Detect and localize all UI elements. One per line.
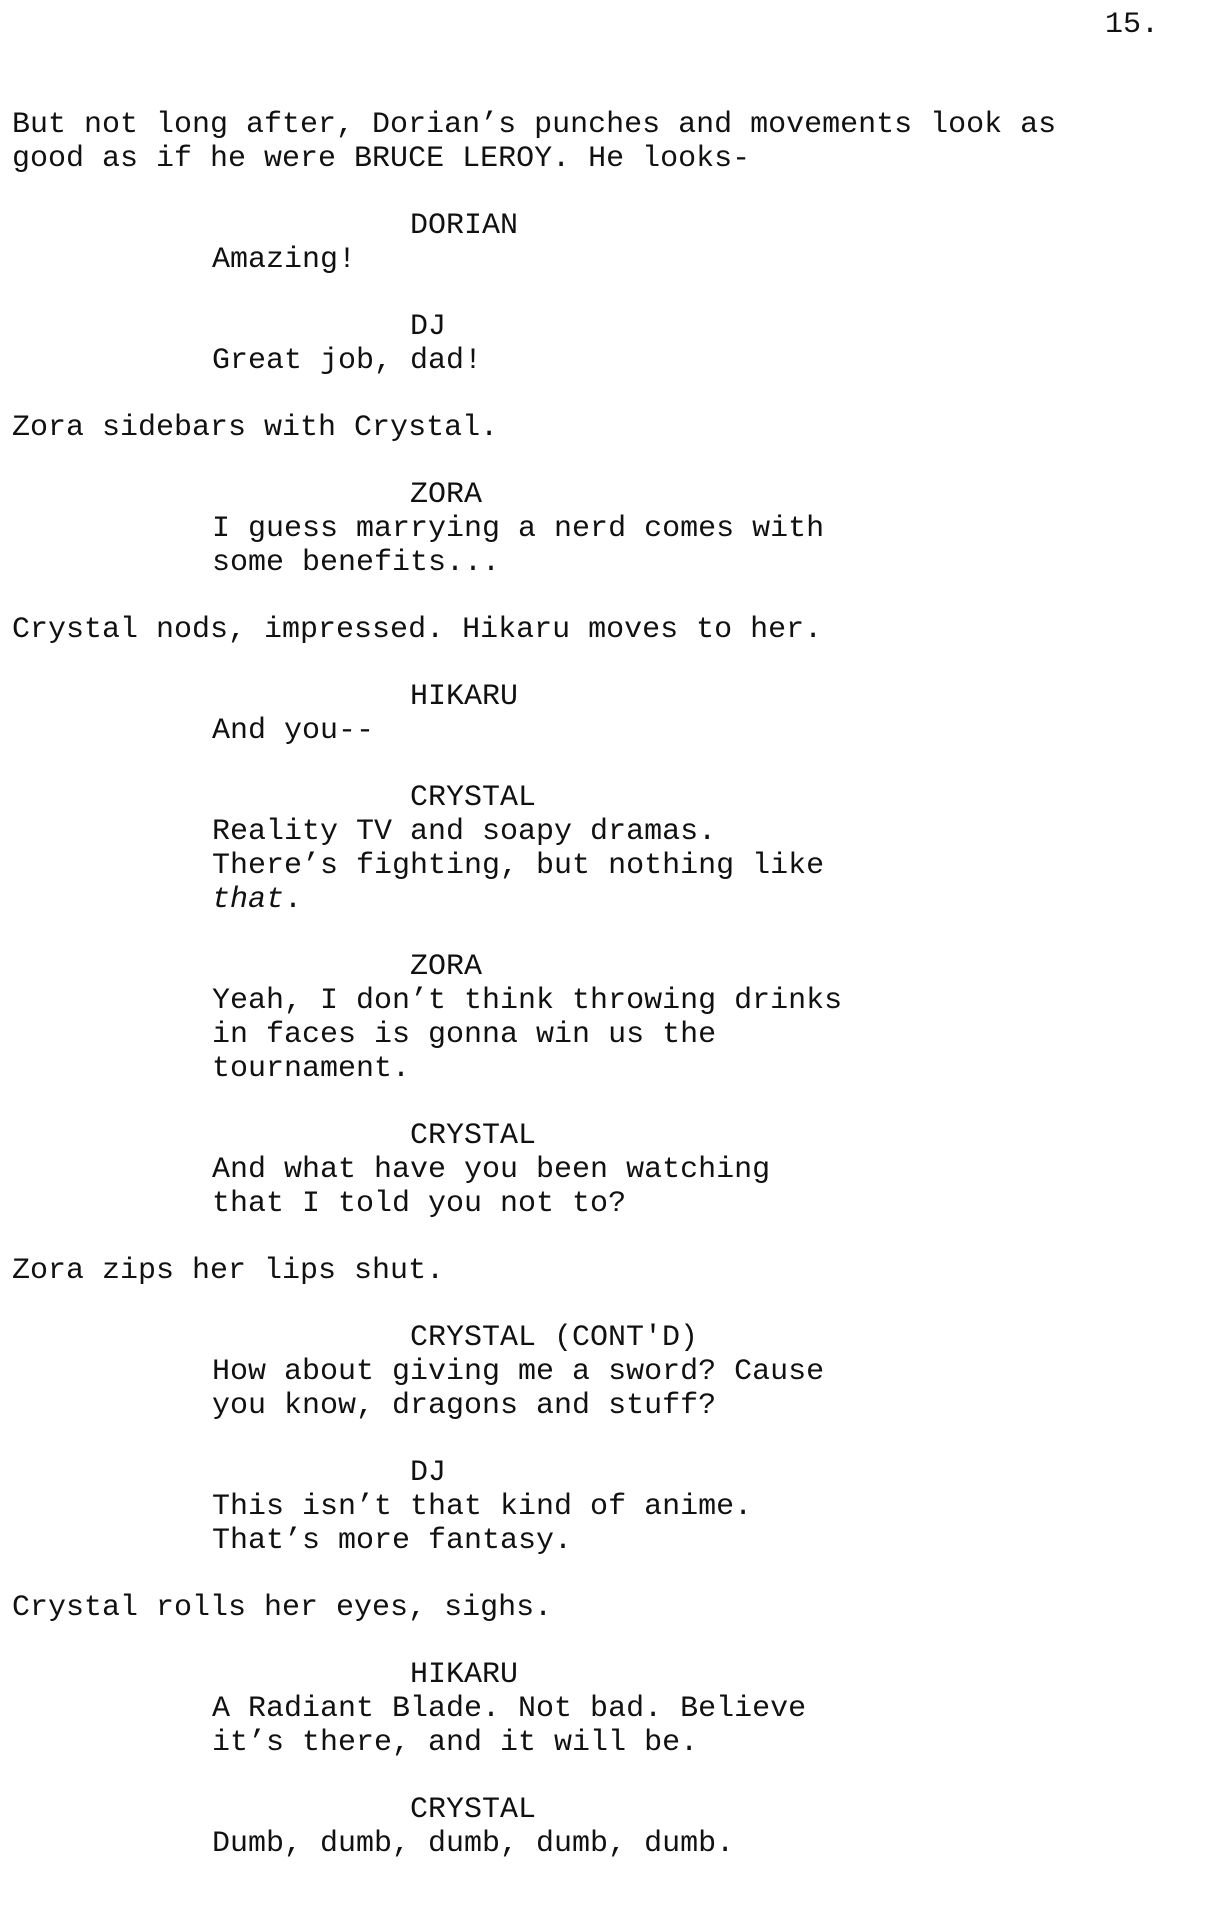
character-name: CRYSTAL (CONT'D): [410, 1321, 699, 1355]
dialogue-text-main: Reality TV and soapy dramas. There’s fighting, but nothing like: [212, 815, 825, 883]
dialogue-emphasis: that: [212, 883, 285, 917]
dialogue-text-tail: .: [284, 883, 303, 917]
dialogue-text: Dumb, dumb, dumb, dumb, dumb.: [212, 1827, 735, 1861]
dialogue-block: [12, 209, 1192, 277]
screenplay-page: [12, 108, 1192, 1894]
dialogue-text: This isn’t that kind of anime. That’s more fantasy.: [212, 1490, 753, 1558]
dialogue-text: How about giving me a sword? Cause you know, dragons and stuff?: [212, 1355, 825, 1423]
dialogue-block: [12, 950, 1192, 1086]
dialogue-text: And you--: [212, 714, 375, 748]
action-line: Crystal rolls her eyes, sighs.: [12, 1591, 553, 1625]
character-name: CRYSTAL: [410, 1119, 537, 1153]
dialogue-block: [12, 310, 1192, 378]
dialogue-text: [212, 815, 1192, 917]
dialogue-text: I guess marrying a nerd comes with some benefits...: [212, 512, 825, 580]
dialogue-block: [12, 680, 1192, 748]
character-name: HIKARU: [410, 1658, 519, 1692]
character-name: DORIAN: [410, 209, 519, 243]
dialogue-block: [12, 1658, 1192, 1760]
page-number: 15.: [1105, 8, 1160, 42]
dialogue-text: Amazing!: [212, 243, 357, 277]
dialogue-text: A Radiant Blade. Not bad. Believe it’s there, and it will be.: [212, 1692, 807, 1760]
dialogue-block: [12, 1793, 1192, 1861]
action-line: Zora sidebars with Crystal.: [12, 411, 499, 445]
dialogue-text: Yeah, I don’t think throwing drinks in faces is gonna win us the tournament.: [212, 984, 843, 1086]
dialogue-text: And what have you been watching that I told you not to?: [212, 1153, 771, 1221]
character-name: DJ: [410, 1456, 447, 1490]
dialogue-block: [12, 1119, 1192, 1221]
character-name: DJ: [410, 310, 447, 344]
character-name: HIKARU: [410, 680, 519, 714]
dialogue-block: [12, 781, 1192, 917]
action-line: But not long after, Dorian’s punches and movements look as good as if he were BRUCE LEROY. He looks-: [12, 108, 1057, 176]
character-name: CRYSTAL: [410, 781, 537, 815]
character-name: ZORA: [410, 950, 483, 984]
action-line: Zora zips her lips shut.: [12, 1254, 445, 1288]
dialogue-block: [12, 1456, 1192, 1558]
dialogue-block: [12, 1321, 1192, 1423]
character-name: ZORA: [410, 478, 483, 512]
action-line: Crystal nods, impressed. Hikaru moves to her.: [12, 613, 823, 647]
dialogue-text: Great job, dad!: [212, 344, 483, 378]
character-name: CRYSTAL: [410, 1793, 537, 1827]
dialogue-block: [12, 478, 1192, 580]
